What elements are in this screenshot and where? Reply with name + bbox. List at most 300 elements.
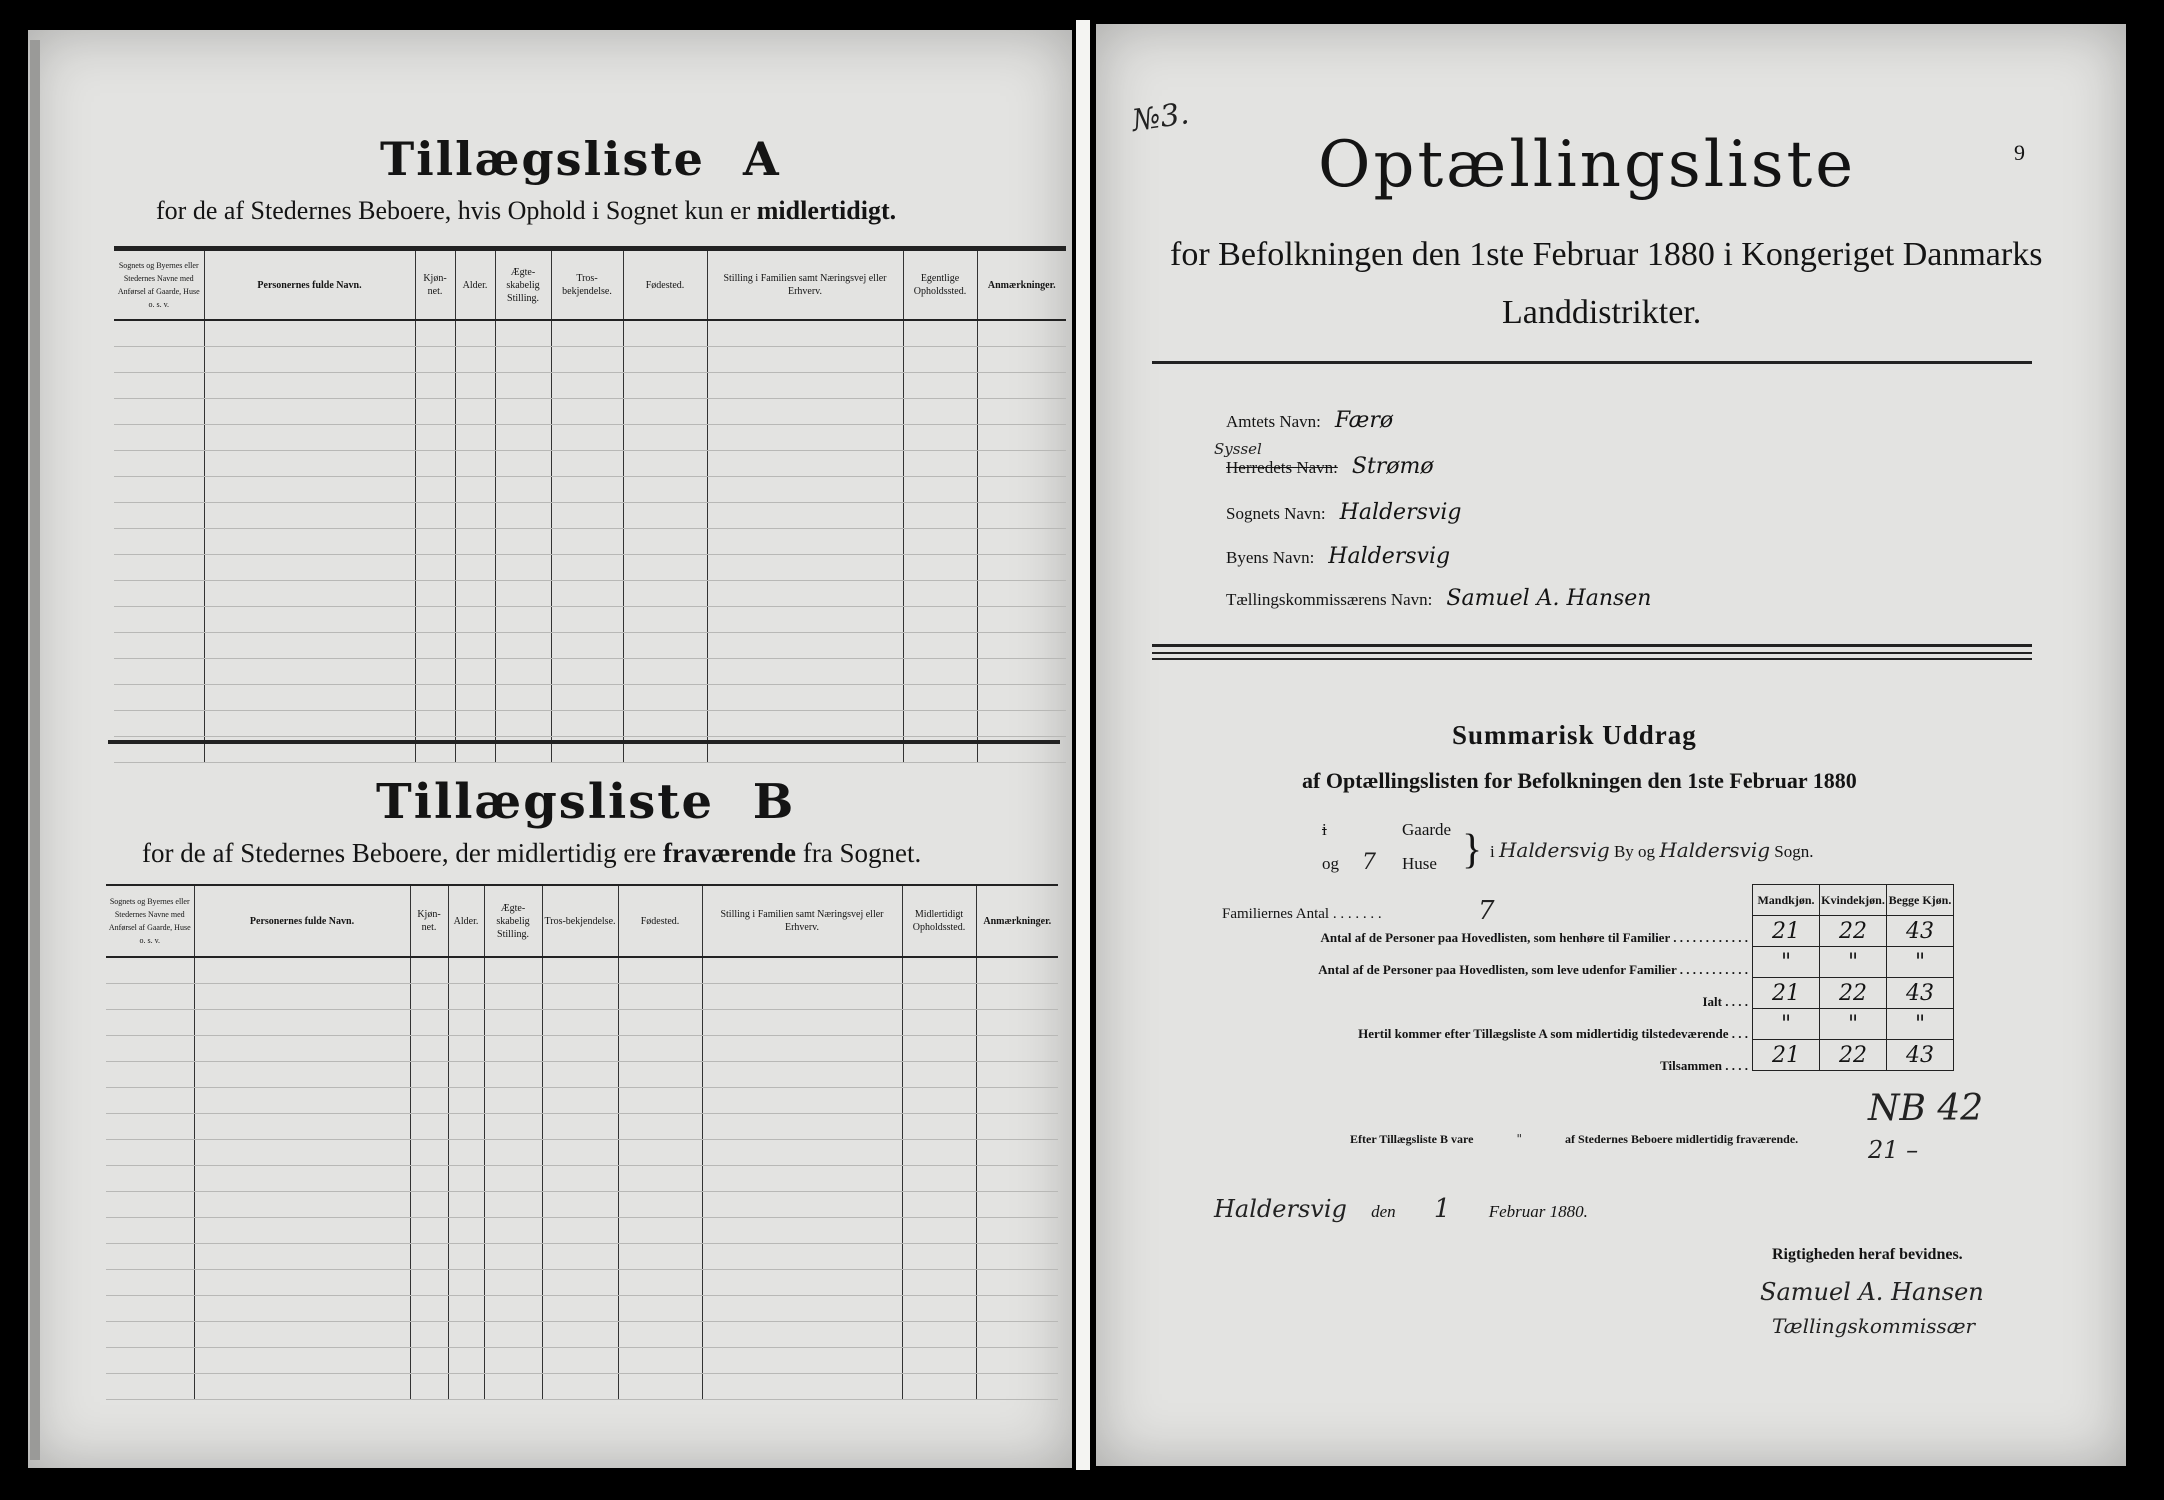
- list-a-cell: [551, 451, 623, 477]
- list-b-cell: [618, 1166, 702, 1192]
- list-a-cell: [707, 399, 903, 425]
- list-b-cell: [194, 1166, 410, 1192]
- list-a-cell: [204, 607, 415, 633]
- list-b-cell: [702, 1218, 902, 1244]
- list-a-cell: [455, 555, 495, 581]
- by-sogn-line: [1490, 838, 1814, 862]
- list-a-cell: [495, 451, 551, 477]
- list-a-cell: [707, 581, 903, 607]
- list-a-cell: [623, 320, 707, 347]
- summary-value: 43: [1887, 916, 1954, 947]
- list-b-row: [106, 957, 1058, 984]
- field-by: [1226, 544, 1450, 569]
- list-b-subtitle-bold: fraværende: [663, 838, 797, 868]
- list-b-row: [106, 1270, 1058, 1296]
- list-b-row: [106, 1140, 1058, 1166]
- list-b-cell: [410, 1088, 448, 1114]
- list-b-cell: [976, 1218, 1058, 1244]
- list-b-cell: [902, 1062, 976, 1088]
- list-b-cell: [194, 1140, 410, 1166]
- list-b-cell: [448, 1036, 484, 1062]
- list-a-cell: [551, 347, 623, 373]
- list-a-cell: [551, 425, 623, 451]
- list-b-cell: [618, 1244, 702, 1270]
- og-label: og: [1322, 854, 1339, 873]
- list-b-cell: [448, 1296, 484, 1322]
- list-a-cell: [707, 633, 903, 659]
- list-a-cell: [903, 425, 977, 451]
- list-b-cell: [702, 1296, 902, 1322]
- list-b-cell: [410, 984, 448, 1010]
- list-a-cell: [977, 347, 1066, 373]
- list-b-cell: [542, 1062, 618, 1088]
- list-b-cell: [976, 1296, 1058, 1322]
- list-b-cell: [106, 957, 194, 984]
- list-b-cell: [448, 1218, 484, 1244]
- list-b-cell: [448, 1088, 484, 1114]
- page-edge: [30, 40, 40, 1460]
- by-label: By og: [1613, 842, 1656, 861]
- list-a-col-header: Tros-bekjendelse.: [551, 250, 623, 320]
- list-b-letter: B: [752, 774, 796, 830]
- list-a-cell: [977, 555, 1066, 581]
- list-b-cell: [976, 1140, 1058, 1166]
- list-a-cell: [977, 529, 1066, 555]
- list-a-cell: [977, 633, 1066, 659]
- date-den: den: [1371, 1202, 1396, 1221]
- list-b-row: [106, 1348, 1058, 1374]
- summary-header-row: [1753, 885, 1954, 916]
- list-a-subtitle-text: for de af Stedernes Beboere, hvis Ophold i Sognet kun er: [156, 196, 751, 225]
- list-b-cell: [618, 1088, 702, 1114]
- list-a-cell: [551, 633, 623, 659]
- list-a-cell: [114, 633, 204, 659]
- list-a-cell: [204, 399, 415, 425]
- list-b-row: [106, 1166, 1058, 1192]
- familier-count: 7: [1478, 896, 1495, 926]
- list-b-row: [106, 1322, 1058, 1348]
- list-a-row: [114, 347, 1066, 373]
- list-a-cell: [455, 711, 495, 737]
- list-a-cell: [114, 711, 204, 737]
- list-b-cell: [410, 1374, 448, 1400]
- list-a-cell: [114, 555, 204, 581]
- list-a-cell: [204, 477, 415, 503]
- list-a-cell: [495, 399, 551, 425]
- list-a-cell: [977, 607, 1066, 633]
- list-b-cell: [542, 1374, 618, 1400]
- list-a-cell: [903, 373, 977, 399]
- list-a-cell: [707, 373, 903, 399]
- list-b-cell: [902, 957, 976, 984]
- list-a-cell: [551, 581, 623, 607]
- list-a-cell: [551, 685, 623, 711]
- list-a-cell: [415, 659, 455, 685]
- summary-subtitle: af Optællingslisten for Befolkningen den 1ste Februar 1880: [1302, 768, 1857, 793]
- list-b-cell: [448, 984, 484, 1010]
- list-b-row: [106, 1010, 1058, 1036]
- list-a-row: [114, 373, 1066, 399]
- summary-row: [1753, 1009, 1954, 1040]
- list-b-row: [106, 1114, 1058, 1140]
- list-b-cell: [448, 957, 484, 984]
- summary-col-header: Mandkjøn.: [1753, 885, 1820, 916]
- list-b-cell: [106, 1088, 194, 1114]
- list-b-body: [106, 957, 1058, 1400]
- summary-row: [1753, 947, 1954, 978]
- list-b-cell: [106, 1010, 194, 1036]
- summary-row-label: Tilsammen . . . .: [1660, 1058, 1748, 1073]
- list-a-row: [114, 659, 1066, 685]
- list-b-cell: [542, 1296, 618, 1322]
- field-label: Byens Navn:: [1226, 548, 1315, 567]
- list-a-row: [114, 685, 1066, 711]
- list-b-row: [106, 1192, 1058, 1218]
- list-b-cell: [484, 1296, 542, 1322]
- signature: Samuel A. Hansen: [1760, 1278, 1984, 1306]
- list-b-cell: [106, 1270, 194, 1296]
- list-b-cell: [194, 957, 410, 984]
- main-title: Optællingsliste: [1318, 128, 1857, 202]
- list-a-col-header: Sognets og Byernes eller Stedernes Navne med Anførsel af Gaarde, Huse o. s. v.: [114, 250, 204, 320]
- book-spine: [1076, 20, 1090, 1470]
- list-a-cell: [455, 607, 495, 633]
- summary-row-label: Antal af de Personer paa Hovedlisten, som henhøre til Familier . . . . . . . . . . . .: [1320, 930, 1748, 945]
- list-a-cell: [623, 399, 707, 425]
- list-b-cell: [410, 1270, 448, 1296]
- list-b-cell: [542, 1322, 618, 1348]
- list-a-cell: [623, 581, 707, 607]
- list-b-cell: [484, 957, 542, 984]
- list-a-cell: [415, 425, 455, 451]
- list-b-cell: [976, 957, 1058, 984]
- list-a-cell: [707, 529, 903, 555]
- list-a-cell: [455, 685, 495, 711]
- list-a-cell: [977, 320, 1066, 347]
- list-b-row: [106, 984, 1058, 1010]
- list-b-cell: [902, 1010, 976, 1036]
- summary-row: [1753, 916, 1954, 947]
- list-b-cell: [902, 1244, 976, 1270]
- list-a-row: [114, 320, 1066, 347]
- list-b-col-header: Sognets og Byernes eller Stedernes Navne med Anførsel af Gaarde, Huse o. s. v.: [106, 885, 194, 957]
- list-a-cell: [455, 399, 495, 425]
- summary-col-header: Kvindekjøn.: [1820, 885, 1887, 916]
- list-a-row: [114, 477, 1066, 503]
- list-a-cell: [977, 399, 1066, 425]
- list-b-cell: [410, 1218, 448, 1244]
- list-a-cell: [707, 451, 903, 477]
- field-amt: [1226, 408, 1393, 433]
- list-a-cell: [455, 320, 495, 347]
- summary-row-label: Antal af de Personer paa Hovedlisten, som leve udenfor Familier . . . . . . . . . . .: [1318, 962, 1748, 977]
- field-label: Herredets Navn:: [1226, 458, 1338, 477]
- list-a-cell: [415, 503, 455, 529]
- list-b-cell: [618, 1114, 702, 1140]
- list-a-table: [114, 249, 1066, 763]
- list-b-cell: [484, 1270, 542, 1296]
- list-a-col-header: Personernes fulde Navn.: [204, 250, 415, 320]
- field-value: Samuel A. Hansen: [1446, 586, 1652, 611]
- list-a-cell: [415, 399, 455, 425]
- list-a-cell: [623, 659, 707, 685]
- list-a-cell: [495, 529, 551, 555]
- list-b-cell: [194, 1270, 410, 1296]
- list-b-cell: [410, 957, 448, 984]
- list-b-cell: [484, 1062, 542, 1088]
- list-a-cell: [707, 477, 903, 503]
- list-b-cell: [448, 1114, 484, 1140]
- list-a-cell: [114, 451, 204, 477]
- list-a-subtitle-bold: midlertidigt.: [756, 196, 897, 225]
- list-a-cell: [977, 503, 1066, 529]
- list-b-cell: [542, 1244, 618, 1270]
- list-a-cell: [623, 633, 707, 659]
- summary-row: [1753, 978, 1954, 1009]
- list-a-cell: [114, 399, 204, 425]
- list-b-cell: [542, 1036, 618, 1062]
- list-b-cell: [410, 1348, 448, 1374]
- list-b-cell: [106, 1036, 194, 1062]
- list-b-cell: [484, 984, 542, 1010]
- list-b-cell: [106, 984, 194, 1010]
- list-b-subtitle-text: for de af Stedernes Beboere, der midlertidig ere: [142, 838, 657, 868]
- list-b-cell: [410, 1244, 448, 1270]
- list-b-cell: [902, 984, 976, 1010]
- list-a-cell: [903, 607, 977, 633]
- list-b-cell: [194, 1348, 410, 1374]
- list-b-cell: [448, 1062, 484, 1088]
- list-b-cell: [484, 1192, 542, 1218]
- list-a-cell: [204, 373, 415, 399]
- summary-value: 21: [1753, 1040, 1820, 1071]
- i-label: i: [1322, 820, 1327, 839]
- list-b-cell: [484, 1218, 542, 1244]
- list-b-cell: [106, 1348, 194, 1374]
- list-b-cell: [484, 1244, 542, 1270]
- list-b-cell: [484, 1374, 542, 1400]
- list-b-cell: [106, 1244, 194, 1270]
- list-a-cell: [204, 529, 415, 555]
- list-b-table: [106, 884, 1058, 1400]
- list-a-cell: [903, 399, 977, 425]
- list-a-cell: [623, 529, 707, 555]
- list-a-cell: [415, 555, 455, 581]
- list-a-title: [380, 132, 781, 186]
- list-b-col-header: Midlertidigt Opholdssted.: [902, 885, 976, 957]
- list-b-cell: [902, 1374, 976, 1400]
- list-a-cell: [551, 399, 623, 425]
- list-a-cell: [623, 451, 707, 477]
- list-a-cell: [623, 477, 707, 503]
- list-b-cell: [976, 1036, 1058, 1062]
- field-herred: [1226, 454, 1434, 479]
- list-a-col-header: Alder.: [455, 250, 495, 320]
- divider: [1152, 361, 2032, 364]
- list-b-cell: [702, 1270, 902, 1296]
- b-line-prefix: Efter Tillægsliste B vare: [1350, 1132, 1474, 1146]
- list-a-cell: [977, 373, 1066, 399]
- list-b-row: [106, 1244, 1058, 1270]
- list-b-cell: [618, 1296, 702, 1322]
- field-value: Haldersvig: [1339, 500, 1462, 525]
- list-b-cell: [976, 1348, 1058, 1374]
- list-a-cell: [114, 503, 204, 529]
- list-a-cell: [977, 711, 1066, 737]
- list-a-cell: [204, 451, 415, 477]
- list-a-cell: [623, 373, 707, 399]
- list-b-cell: [618, 984, 702, 1010]
- list-a-col-header: Ægte-skabelig Stilling.: [495, 250, 551, 320]
- list-b-cell: [902, 1270, 976, 1296]
- list-a-cell: [623, 425, 707, 451]
- list-a-row: [114, 711, 1066, 737]
- list-b-cell: [902, 1322, 976, 1348]
- list-a-cell: [204, 711, 415, 737]
- list-b-cell: [618, 957, 702, 984]
- b-line-suffix: af Stedernes Beboere midlertidig fraværende.: [1564, 1132, 1799, 1146]
- list-a-cell: [495, 320, 551, 347]
- list-b-title-text: Tillægsliste: [376, 774, 715, 830]
- list-a-row: [114, 529, 1066, 555]
- list-a-cell: [495, 659, 551, 685]
- brace: }: [1462, 827, 1483, 873]
- list-b-cell: [542, 957, 618, 984]
- list-a-cell: [903, 659, 977, 685]
- list-a-body: [114, 320, 1066, 763]
- list-b-cell: [976, 1192, 1058, 1218]
- list-b-cell: [448, 1322, 484, 1348]
- list-a-cell: [977, 451, 1066, 477]
- list-a-cell: [903, 529, 977, 555]
- list-a-cell: [114, 425, 204, 451]
- field-label: Tællingskommissærens Navn:: [1226, 590, 1433, 609]
- list-b-cell: [542, 1088, 618, 1114]
- list-b-col-header: Anmærkninger.: [976, 885, 1058, 957]
- list-a-cell: [495, 607, 551, 633]
- list-a-cell: [495, 711, 551, 737]
- list-a-subtitle: [156, 196, 896, 226]
- list-a-cell: [551, 503, 623, 529]
- list-a-cell: [114, 320, 204, 347]
- list-b-header-row: [106, 885, 1058, 957]
- date-month-year: Februar 1880.: [1488, 1202, 1588, 1221]
- list-b-cell: [194, 1036, 410, 1062]
- list-b-cell: [448, 1348, 484, 1374]
- list-b-cell: [410, 1114, 448, 1140]
- list-b-cell: [976, 1374, 1058, 1400]
- list-a-cell: [707, 607, 903, 633]
- list-b-cell: [976, 1270, 1058, 1296]
- list-b-cell: [106, 1296, 194, 1322]
- list-b-cell: [702, 1348, 902, 1374]
- list-b-cell: [618, 1374, 702, 1400]
- list-a-cell: [903, 633, 977, 659]
- list-a-cell: [415, 320, 455, 347]
- list-a-cell: [415, 451, 455, 477]
- summary-value: ": [1753, 947, 1820, 978]
- list-a-cell: [623, 347, 707, 373]
- list-b-cell: [542, 1270, 618, 1296]
- list-b-cell: [542, 1192, 618, 1218]
- summary-title: Summarisk Uddrag: [1452, 720, 1697, 750]
- list-a-cell: [903, 581, 977, 607]
- list-b-cell: [702, 1088, 902, 1114]
- list-a-title-text: Tillægsliste: [380, 132, 705, 186]
- list-a-cell: [707, 659, 903, 685]
- list-b-cell: [194, 1322, 410, 1348]
- list-b-cell: [702, 1036, 902, 1062]
- list-b-cell: [106, 1218, 194, 1244]
- field-value: Haldersvig: [1328, 544, 1451, 569]
- list-b-row: [106, 1296, 1058, 1322]
- summary-value: ": [1887, 1009, 1954, 1040]
- list-a-cell: [114, 607, 204, 633]
- list-a-cell: [415, 633, 455, 659]
- summary-value: ": [1820, 947, 1887, 978]
- list-a-cell: [415, 607, 455, 633]
- list-a-row: [114, 399, 1066, 425]
- list-a-cell: [707, 347, 903, 373]
- list-b-cell: [618, 1270, 702, 1296]
- list-a-cell: [707, 320, 903, 347]
- list-b-cell: [194, 1062, 410, 1088]
- list-b-cell: [410, 1166, 448, 1192]
- field-label: Sognets Navn:: [1226, 504, 1326, 523]
- list-b-cell: [194, 1374, 410, 1400]
- list-a-cell: [455, 633, 495, 659]
- list-b-row: [106, 1218, 1058, 1244]
- list-b-cell: [448, 1374, 484, 1400]
- list-a-cell: [707, 503, 903, 529]
- list-b-cell: [702, 984, 902, 1010]
- date-line: [1214, 1194, 1588, 1224]
- list-a-cell: [551, 555, 623, 581]
- list-a-cell: [114, 581, 204, 607]
- list-a-cell: [495, 425, 551, 451]
- list-b-cell: [484, 1036, 542, 1062]
- b-line: [1350, 1132, 1798, 1147]
- list-a-cell: [495, 633, 551, 659]
- list-number: №3.: [1129, 96, 1192, 139]
- list-b-cell: [902, 1036, 976, 1062]
- list-b-cell: [194, 984, 410, 1010]
- list-b-cell: [618, 1218, 702, 1244]
- summary-value: 21: [1753, 978, 1820, 1009]
- divider: [1152, 652, 2032, 654]
- list-b-cell: [106, 1374, 194, 1400]
- list-a-cell: [707, 711, 903, 737]
- list-a-cell: [455, 373, 495, 399]
- list-a-cell: [623, 685, 707, 711]
- list-b-cell: [106, 1140, 194, 1166]
- list-b-cell: [194, 1296, 410, 1322]
- list-b-col-header: Kjøn-net.: [410, 885, 448, 957]
- list-b-cell: [618, 1192, 702, 1218]
- list-b-cell: [976, 1062, 1058, 1088]
- list-b-cell: [448, 1270, 484, 1296]
- list-a-cell: [495, 373, 551, 399]
- list-b-cell: [484, 1114, 542, 1140]
- huse-count: 7: [1362, 850, 1376, 875]
- summary-value: ": [1820, 1009, 1887, 1040]
- list-b-row: [106, 1374, 1058, 1400]
- list-a-cell: [415, 347, 455, 373]
- list-b-cell: [410, 1036, 448, 1062]
- list-a-cell: [551, 529, 623, 555]
- familier-label: Familiernes Antal . . . . . . .: [1222, 906, 1382, 922]
- summary-col-header: Begge Kjøn.: [1887, 885, 1954, 916]
